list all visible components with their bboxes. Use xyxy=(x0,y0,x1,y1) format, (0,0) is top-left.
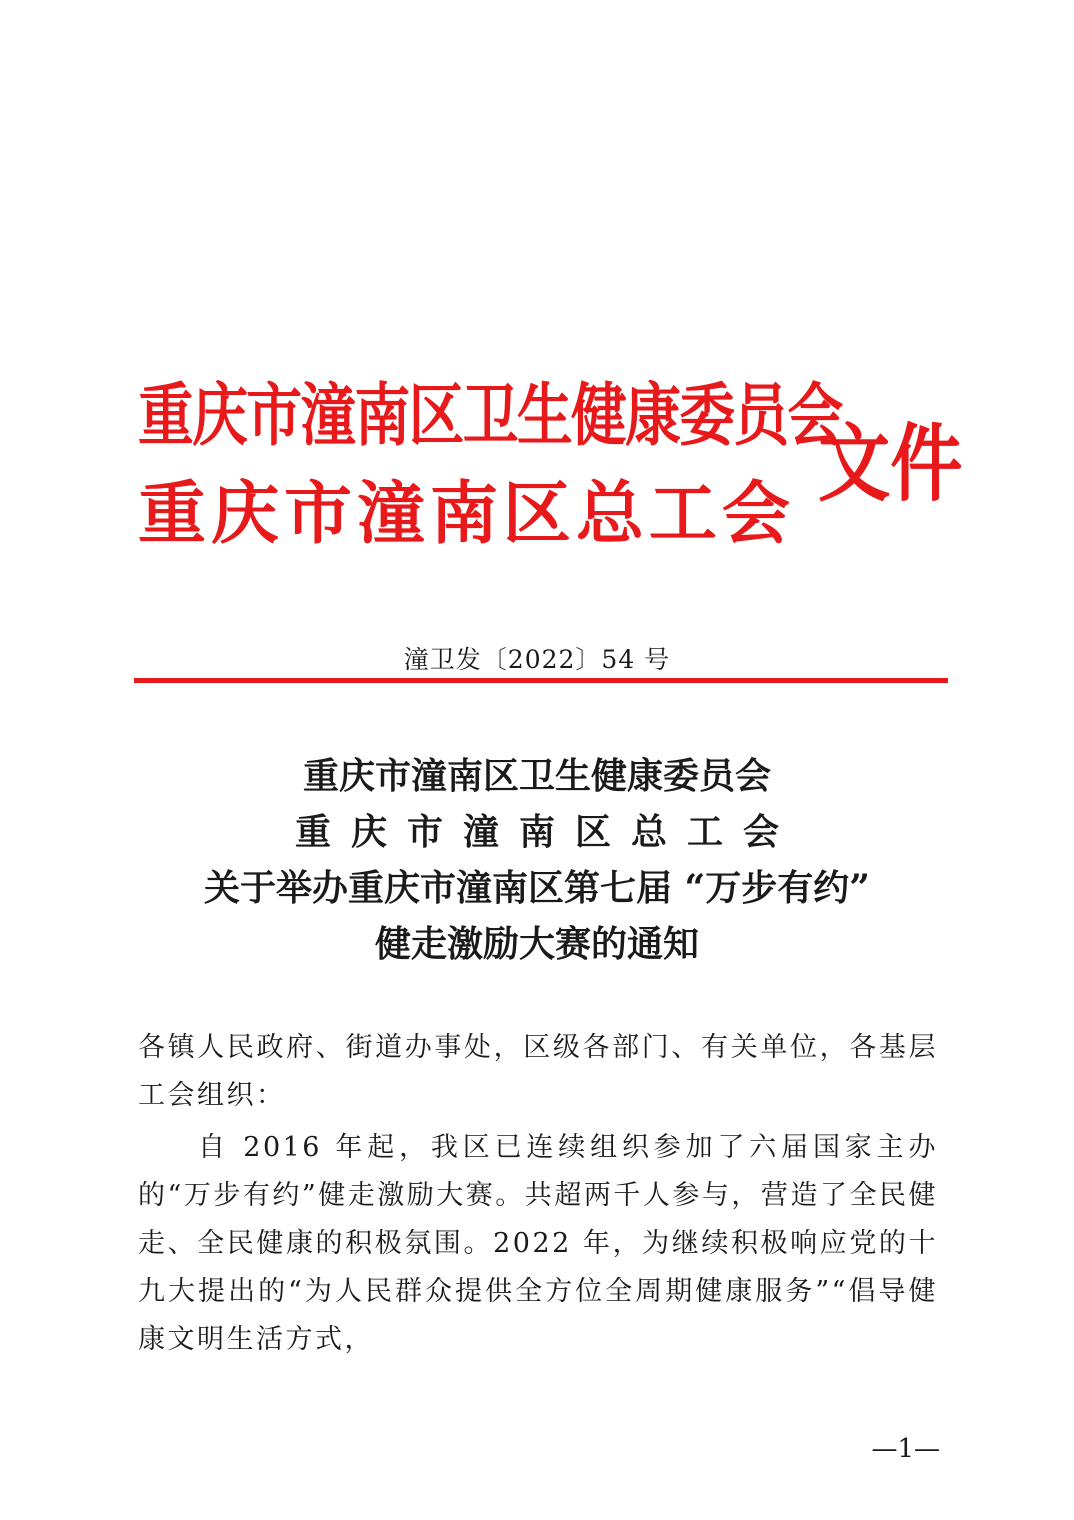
issuer-2-char: 潼 xyxy=(356,474,425,554)
issuer-2-char: 重 xyxy=(138,474,207,554)
issuer-2-char: 会 xyxy=(721,474,790,554)
issuer-2-char: 市 xyxy=(283,474,352,554)
title-line-2: 重庆市潼南区总工会 xyxy=(294,811,799,853)
notice-title xyxy=(0,748,1074,972)
issuer-2-char: 南 xyxy=(429,474,498,554)
issuer-2-char: 区 xyxy=(502,474,571,554)
issuer-2-char: 总 xyxy=(575,474,644,554)
red-letterhead xyxy=(138,352,963,572)
issuer-trade-union xyxy=(138,474,790,554)
title-line-3: 关于举办重庆市潼南区第七届 “万步有约” xyxy=(204,867,870,909)
page-number: —1— xyxy=(871,1434,940,1464)
red-divider-line xyxy=(134,678,948,683)
document-number: 潼卫发〔2022〕54 号 xyxy=(403,645,671,674)
body-paragraph-1: 自 2016 年起，我区已连续组织参加了六届国家主办的“万步有约”健走激励大赛。共超两千人参与，营造了全民健走、全民健康的积极氛围。2022 年，为继续积极响应党的十九大提出的“为人民群众提供全方位全周期健康服务”“倡导健康文明生活方式， xyxy=(138,1132,938,1355)
issuer-health-commission: 重庆市潼南区卫生健康委员会 xyxy=(138,376,842,456)
issuer-2-char: 工 xyxy=(648,474,717,554)
issuer-2-char: 庆 xyxy=(210,474,279,554)
title-line-1: 重庆市潼南区卫生健康委员会 xyxy=(302,755,771,797)
document-label: 文件 xyxy=(818,414,963,513)
title-line-4: 健走激励大赛的通知 xyxy=(374,923,699,965)
salutation: 各镇人民政府、街道办事处，区级各部门、有关单位，各基层工会组织： xyxy=(138,1032,938,1111)
notice-body xyxy=(138,1024,938,1364)
